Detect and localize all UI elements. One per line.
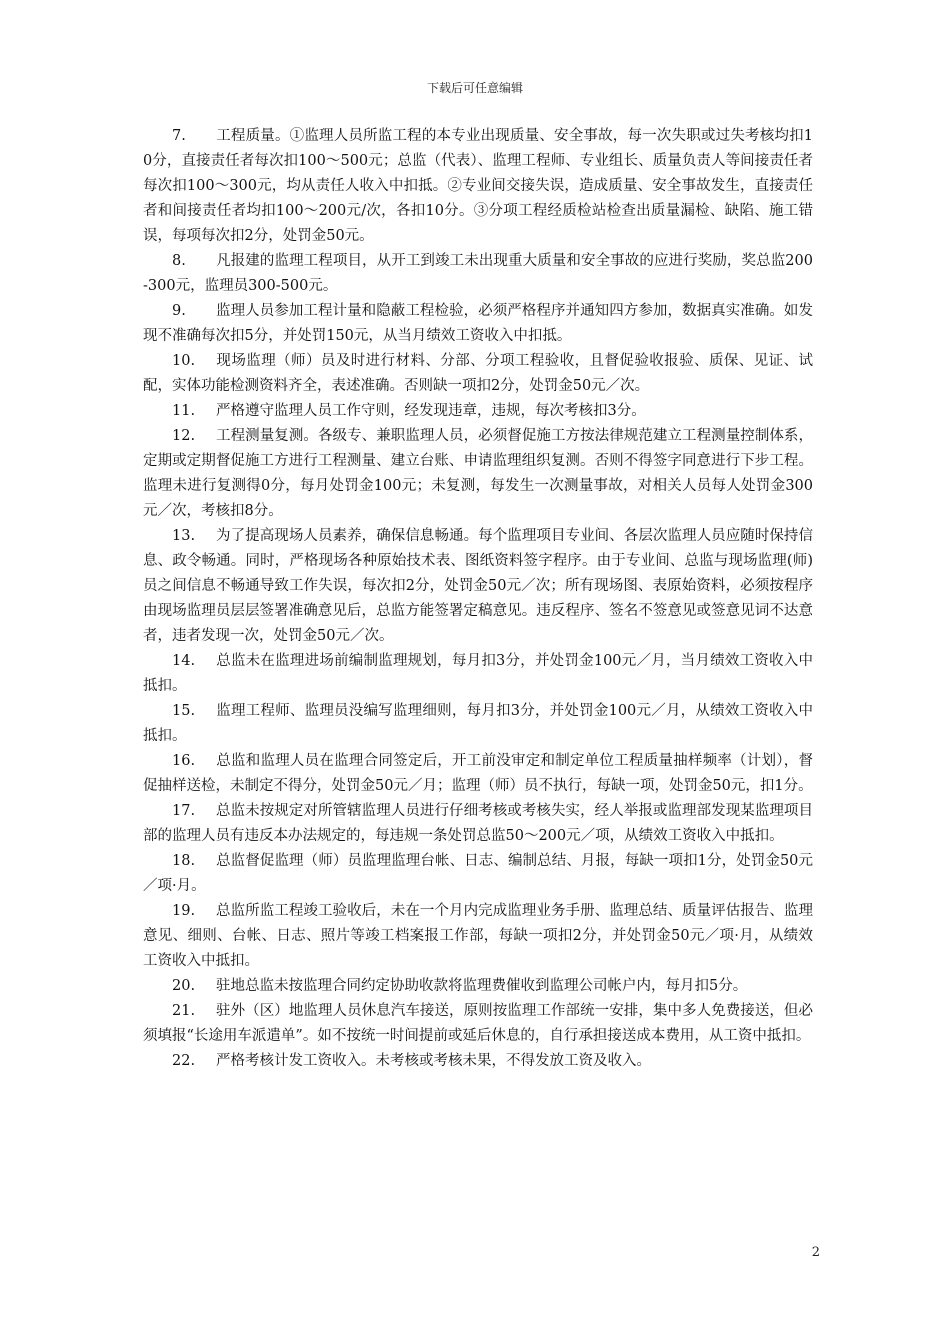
- list-item: [143, 749, 813, 799]
- item-text: 严格考核计发工资收入。未考核或考核未果，不得发放工资及收入。: [216, 1053, 651, 1069]
- item-number: 16.: [172, 753, 196, 769]
- item-number: 22.: [172, 1053, 196, 1069]
- list-item: [143, 1049, 813, 1074]
- item-text: 驻外（区）地监理人员休息汽车接送，原则按监理工作部统一安排，集中多人免费接送，但必须填报“长途用车派遣单”。如不按统一时间提前或延后休息的，自行承担接送成本费用，从工资中抵扣。: [143, 1003, 813, 1044]
- item-text: 总监未按规定对所管辖监理人员进行仔细考核或考核失实，经人举报或监理部发现某监理项目部的监理人员有违反本办法规定的，每违规一条处罚总监50～200元／项，从绩效工资收入中抵扣。: [143, 803, 813, 844]
- item-text: 总监督促监理（师）员监理监理台帐、日志、编制总结、月报，每缺一项扣1分，处罚金50元／项·月。: [143, 853, 813, 894]
- item-number: 8.: [172, 253, 186, 269]
- item-number: 7.: [172, 128, 186, 144]
- list-item: [143, 899, 813, 974]
- item-number: 9.: [172, 303, 186, 319]
- item-number: 15.: [172, 703, 196, 719]
- item-text: 工程测量复测。各级专、兼职监理人员，必须督促施工方按法律规范建立工程测量控制体系，定期或定期督促施工方进行工程测量、建立台账、申请监理组织复测。否则不得签字同意进行下步工程。监理未进行复测得0分，每月处罚金100元；未复测，每发生一次测量事故，对相关人员每人处罚金300元／次，考核扣8分。: [143, 428, 813, 519]
- item-number: 11.: [172, 403, 196, 419]
- item-number: 17.: [172, 803, 196, 819]
- list-item: [143, 124, 813, 249]
- list-item: [143, 399, 813, 424]
- item-text: 监理人员参加工程计量和隐蔽工程检验，必须严格程序并通知四方参加，数据真实准确。如发现不准确每次扣5分，并处罚150元，从当月绩效工资收入中扣抵。: [143, 303, 813, 344]
- list-item: [143, 349, 813, 399]
- item-text: 凡报建的监理工程项目，从开工到竣工未出现重大质量和安全事故的应进行奖励，奖总监200-300元，监理员300-500元。: [143, 253, 813, 294]
- item-text: 严格遵守监理人员工作守则，经发现违章，违规，每次考核扣3分。: [216, 403, 646, 419]
- item-number: 20.: [172, 978, 196, 994]
- page-number: 2: [811, 1245, 820, 1260]
- item-text: 总监未在监理进场前编制监理规划，每月扣3分，并处罚金100元／月，当月绩效工资收入中抵扣。: [143, 653, 813, 694]
- item-text: 工程质量。①监理人员所监工程的本专业出现质量、安全事故，每一次失职或过失考核均扣10分，直接责任者每次扣100～500元；总监（代表）、监理工程师、专业组长、质量负责人等间接责任者每次扣100～300元，均从责任人收入中扣抵。②专业间交接失误，造成质量、安全事故发生，直接责任者和间接责任者均扣100～200元/次，各扣10分。③分项工程经质检站检查出质量漏检、缺陷、施工错误，每项每次扣2分，处罚金50元。: [143, 128, 813, 244]
- list-item: [143, 699, 813, 749]
- item-text: 总监和监理人员在监理合同签定后，开工前没审定和制定单位工程质量抽样频率（计划），督促抽样送检，未制定不得分，处罚金50元／月；监理（师）员不执行，每缺一项，处罚金50元，扣1分。: [143, 753, 813, 794]
- item-number: 18.: [172, 853, 196, 869]
- list-item: [143, 999, 813, 1049]
- list-item: [143, 849, 813, 899]
- list-item: [143, 424, 813, 524]
- page-header: 下载后可任意编辑: [426, 81, 523, 95]
- regulation-list: [143, 124, 813, 1074]
- item-text: 现场监理（师）员及时进行材料、分部、分项工程验收，且督促验收报验、质保、见证、试配，实体功能检测资料齐全，表述准确。否则缺一项扣2分，处罚金50元／次。: [143, 353, 813, 394]
- item-number: 19.: [172, 903, 196, 919]
- list-item: [143, 524, 813, 649]
- item-text: 为了提高现场人员素养，确保信息畅通。每个监理项目专业间、各层次监理人员应随时保持信息、政令畅通。同时，严格现场各种原始技术表、图纸资料签字程序。由于专业间、总监与现场监理(师)员之间信息不畅通导致工作失误，每次扣2分，处罚金50元／次；所有现场图、表原始资料，必须按程序由现场监理员层层签署准确意见后，总监方能签署定稿意见。违反程序、签名不签意见或签意见词不达意者，违者发现一次，处罚金50元／次。: [143, 528, 813, 644]
- item-number: 13.: [172, 528, 196, 544]
- item-text: 总监所监工程竣工验收后，未在一个月内完成监理业务手册、监理总结、质量评估报告、监理意见、细则、台帐、日志、照片等竣工档案报工作部，每缺一项扣2分，并处罚金50元／项·月，从绩效工资收入中抵扣。: [143, 903, 813, 969]
- item-number: 14.: [172, 653, 196, 669]
- list-item: [143, 799, 813, 849]
- item-number: 12.: [172, 428, 196, 444]
- list-item: [143, 299, 813, 349]
- list-item: [143, 649, 813, 699]
- item-number: 21.: [172, 1003, 196, 1019]
- list-item: [143, 974, 813, 999]
- list-item: [143, 249, 813, 299]
- item-text: 驻地总监未按监理合同约定协助收款将监理费催收到监理公司帐户内，每月扣5分。: [216, 978, 748, 994]
- item-number: 10.: [172, 353, 196, 369]
- item-text: 监理工程师、监理员没编写监理细则，每月扣3分，并处罚金100元／月，从绩效工资收入中抵扣。: [143, 703, 813, 744]
